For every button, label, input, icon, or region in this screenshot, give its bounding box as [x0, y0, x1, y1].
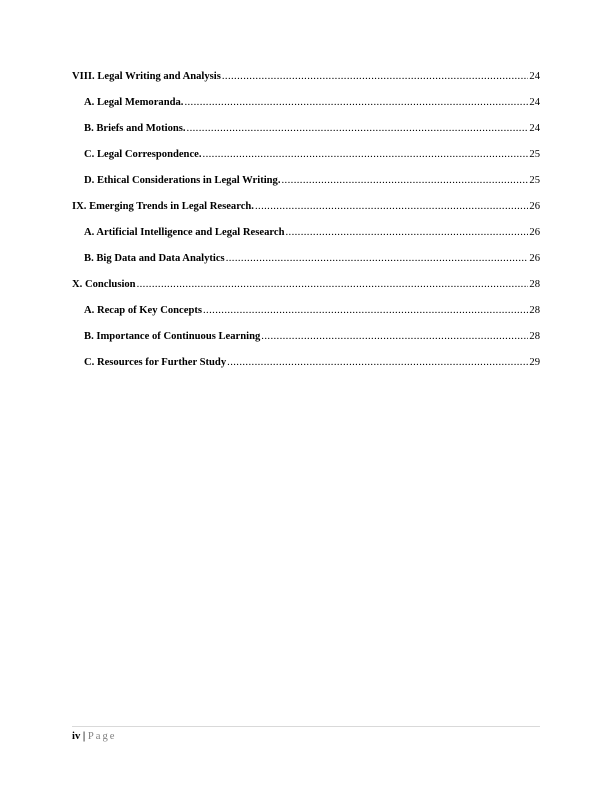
toc-entry-title: A. Artificial Intelligence and Legal Research	[84, 227, 285, 238]
toc-entry-page: 24	[529, 71, 540, 82]
toc-entry-page: 25	[529, 175, 540, 186]
toc-entry-page: 29	[529, 357, 540, 368]
page-footer	[72, 731, 117, 742]
toc-entry-page: 26	[529, 201, 540, 212]
toc-entry-page: 24	[529, 123, 540, 134]
toc-entry-page: 26	[529, 227, 540, 238]
toc-dot-leader	[184, 96, 528, 110]
footer-page-label: Page	[87, 731, 117, 742]
toc-entry[interactable]	[72, 174, 540, 200]
toc-dot-leader	[255, 200, 528, 214]
toc-entry-title: X. Conclusion	[72, 279, 136, 290]
toc-entry-title: C. Legal Correspondence.	[84, 149, 202, 160]
footer-separator: |	[82, 731, 86, 742]
footer-page-number: iv	[72, 731, 81, 742]
toc-entry[interactable]	[72, 356, 540, 382]
toc-entry-title: IX. Emerging Trends in Legal Research.	[72, 201, 254, 212]
toc-entry-title: VIII. Legal Writing and Analysis	[72, 71, 221, 82]
toc-entry-page: 24	[529, 97, 540, 108]
toc-dot-leader	[203, 304, 528, 318]
toc-dot-leader	[261, 330, 528, 344]
toc-entry[interactable]	[72, 122, 540, 148]
toc-entry[interactable]	[72, 96, 540, 122]
table-of-contents	[72, 70, 540, 382]
toc-entry[interactable]	[72, 70, 540, 96]
toc-entry-title: B. Importance of Continuous Learning	[84, 331, 261, 342]
toc-entry-page: 28	[529, 331, 540, 342]
toc-entry[interactable]	[72, 200, 540, 226]
toc-dot-leader	[226, 252, 529, 266]
toc-dot-leader	[187, 122, 529, 136]
toc-entry-page: 28	[529, 305, 540, 316]
toc-entry-title: B. Briefs and Motions.	[84, 123, 186, 134]
toc-dot-leader	[285, 226, 528, 240]
toc-entry-page: 26	[529, 253, 540, 264]
toc-dot-leader	[222, 70, 529, 84]
toc-entry[interactable]	[72, 278, 540, 304]
toc-entry[interactable]	[72, 148, 540, 174]
toc-entry-title: D. Ethical Considerations in Legal Writing.	[84, 175, 281, 186]
toc-entry[interactable]	[72, 252, 540, 278]
toc-entry[interactable]	[72, 304, 540, 330]
footer-divider	[72, 726, 540, 727]
toc-dot-leader	[203, 148, 529, 162]
toc-entry-title: C. Resources for Further Study	[84, 357, 227, 368]
toc-entry-title: A. Legal Memoranda.	[84, 97, 184, 108]
toc-dot-leader	[282, 174, 529, 188]
toc-entry-title: B. Big Data and Data Analytics	[84, 253, 225, 264]
toc-dot-leader	[227, 356, 528, 370]
toc-dot-leader	[137, 278, 529, 292]
toc-entry-page: 25	[529, 149, 540, 160]
toc-entry-title: A. Recap of Key Concepts	[84, 305, 202, 316]
toc-entry[interactable]	[72, 226, 540, 252]
toc-entry-page: 28	[529, 279, 540, 290]
toc-entry[interactable]	[72, 330, 540, 356]
